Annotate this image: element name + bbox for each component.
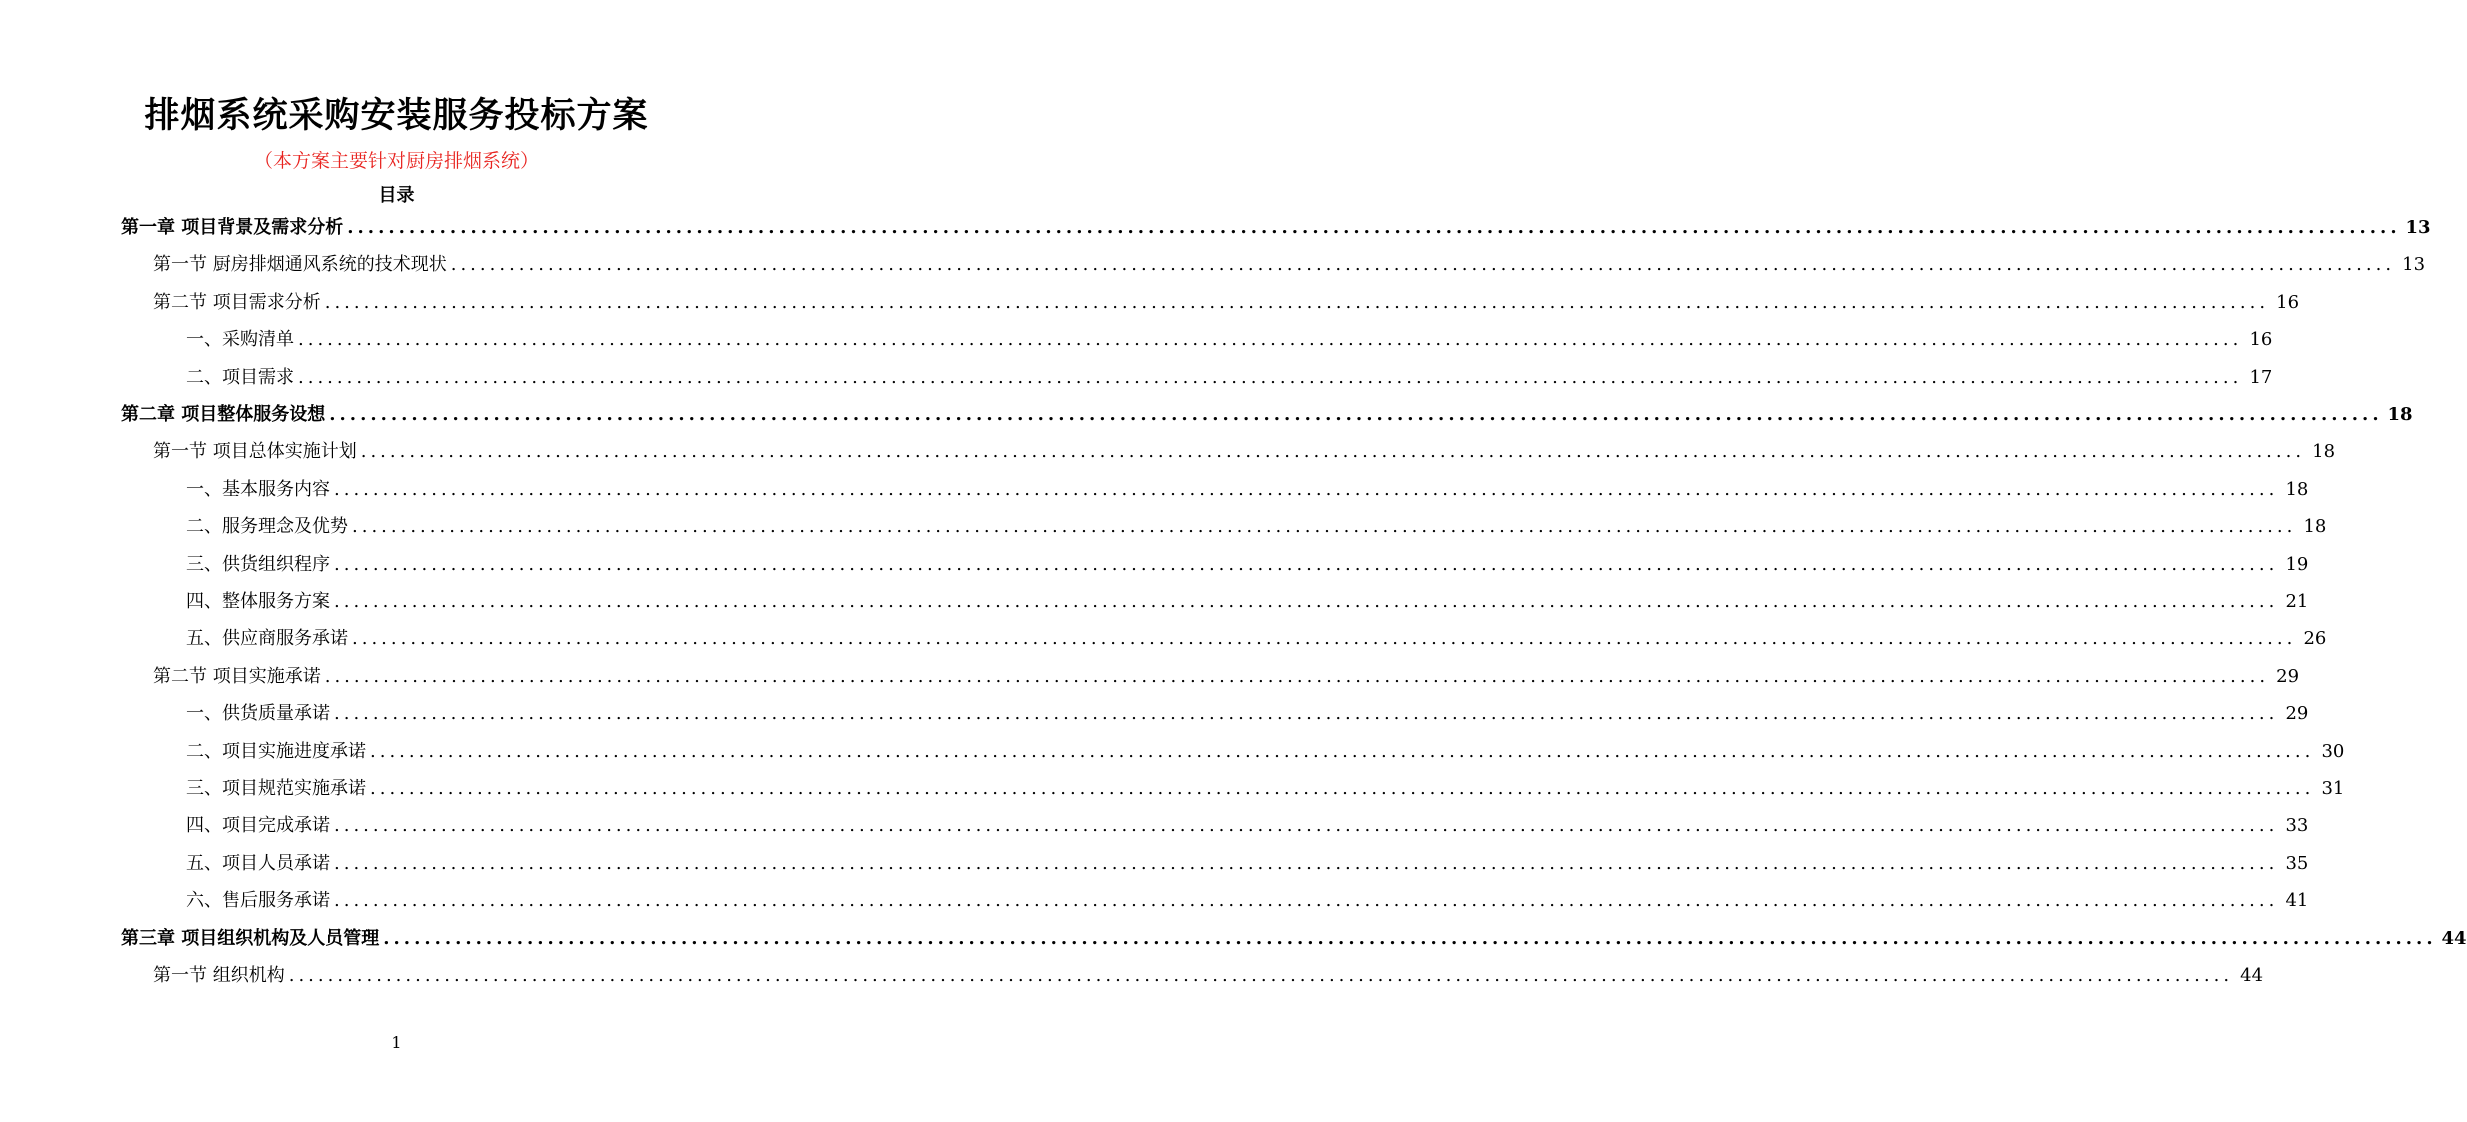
- toc-entry-page-number: 17: [2249, 366, 2273, 388]
- toc-entry-page-number: 30: [2321, 740, 2345, 762]
- toc-entry-label: 二、项目实施进度承诺: [186, 740, 366, 762]
- toc-entry-label: 第一章 项目背景及需求分析: [121, 217, 344, 238]
- toc-entry[interactable]: [153, 437, 2336, 471]
- toc-entry-label: 第一节 项目总体实施计划: [153, 441, 357, 463]
- toc-entry[interactable]: [186, 550, 2309, 584]
- toc-entry[interactable]: [186, 587, 2309, 621]
- toc-entry-page-number: 21: [2285, 591, 2309, 612]
- toc-entry[interactable]: [186, 774, 2345, 808]
- toc-entry[interactable]: [153, 961, 2264, 995]
- toc-entry[interactable]: [186, 737, 2345, 771]
- toc-entry[interactable]: [186, 886, 2309, 920]
- toc-dot-leader: ........................................................................................................................................................................................................: [347, 217, 2401, 238]
- toc-entry[interactable]: [121, 400, 2413, 434]
- toc-dot-leader: ........................................................................................................................................................................................................: [334, 815, 2279, 837]
- toc-entry-page-number: 44: [2441, 927, 2467, 949]
- toc-entry-label: 五、供应商服务承诺: [186, 628, 348, 650]
- toc-entry-page-number: 29: [2276, 665, 2300, 687]
- toc-dot-leader: ........................................................................................................................................................................................................: [334, 553, 2279, 575]
- toc-entry[interactable]: [186, 475, 2309, 509]
- toc-dot-leader: ........................................................................................................................................................................................................: [298, 329, 2243, 351]
- toc-entry-label: 一、采购清单: [186, 329, 294, 351]
- toc-dot-leader: ........................................................................................................................................................................................................: [450, 254, 2396, 276]
- toc-entry-page-number: 29: [2285, 703, 2309, 725]
- toc-entry-page-number: 18: [2312, 441, 2336, 463]
- toc-entry[interactable]: [121, 924, 2467, 958]
- toc-dot-leader: ........................................................................................................................................................................................................: [324, 291, 2270, 313]
- document-subtitle: （本方案主要针对厨房排烟系统）: [253, 150, 539, 172]
- toc-entry-page-number: 31: [2321, 778, 2345, 799]
- toc-entry[interactable]: [186, 699, 2309, 733]
- toc-entry-label: 二、服务理念及优势: [186, 516, 348, 538]
- toc-dot-leader: ........................................................................................................................................................................................................: [334, 890, 2279, 912]
- toc-entry[interactable]: [186, 811, 2309, 845]
- toc-dot-leader: ........................................................................................................................................................................................................: [329, 404, 2383, 425]
- toc-entry[interactable]: [153, 288, 2300, 322]
- toc-entry-label: 第二节 项目需求分析: [153, 291, 321, 313]
- toc-heading: 目录: [378, 185, 415, 206]
- page-number: 1: [391, 1033, 402, 1052]
- toc-entry[interactable]: [186, 624, 2327, 658]
- toc-entry-page-number: 44: [2240, 965, 2264, 986]
- toc-entry-page-number: 35: [2285, 852, 2309, 874]
- toc-entry-page-number: 18: [2303, 516, 2327, 538]
- toc-entry-label: 第三章 项目组织机构及人员管理: [121, 927, 380, 949]
- toc-dot-leader: ........................................................................................................................................................................................................: [298, 366, 2243, 388]
- toc-dot-leader: ........................................................................................................................................................................................................: [360, 441, 2306, 463]
- toc-dot-leader: ........................................................................................................................................................................................................: [352, 516, 2297, 538]
- toc-entry-page-number: 26: [2303, 628, 2327, 650]
- toc-dot-leader: ........................................................................................................................................................................................................: [383, 927, 2437, 949]
- toc-entry-page-number: 16: [2249, 329, 2273, 351]
- toc-entry-label: 四、项目完成承诺: [186, 815, 330, 837]
- toc-entry[interactable]: [153, 250, 2426, 284]
- toc-entry-page-number: 18: [2387, 404, 2413, 425]
- toc-entry-label: 第一节 厨房排烟通风系统的技术现状: [153, 254, 447, 276]
- toc-entry-page-number: 33: [2285, 815, 2309, 837]
- toc-dot-leader: ........................................................................................................................................................................................................: [352, 628, 2297, 650]
- toc-entry[interactable]: [186, 512, 2327, 546]
- toc-entry-page-number: 41: [2285, 890, 2309, 912]
- toc-dot-leader: ........................................................................................................................................................................................................: [370, 740, 2315, 762]
- toc-entry-label: 一、供货质量承诺: [186, 703, 330, 725]
- toc-entry[interactable]: [186, 363, 2273, 397]
- toc-entry-page-number: 16: [2276, 291, 2300, 313]
- toc-dot-leader: ........................................................................................................................................................................................................: [334, 478, 2279, 500]
- toc-entry[interactable]: [121, 213, 2431, 247]
- toc-entry-label: 一、基本服务内容: [186, 478, 330, 500]
- toc-entry-label: 三、供货组织程序: [186, 553, 330, 575]
- toc-entry-label: 第二章 项目整体服务设想: [121, 404, 326, 425]
- toc-entry-label: 六、售后服务承诺: [186, 890, 330, 912]
- toc-entry-label: 二、项目需求: [186, 366, 294, 388]
- toc-entry-label: 四、整体服务方案: [186, 591, 330, 612]
- toc-entry-label: 第一节 组织机构: [153, 965, 285, 986]
- toc-dot-leader: ........................................................................................................................................................................................................: [288, 965, 2234, 986]
- toc-dot-leader: ........................................................................................................................................................................................................: [334, 703, 2279, 725]
- toc-dot-leader: ........................................................................................................................................................................................................: [334, 591, 2279, 612]
- toc-entry-page-number: 13: [2402, 254, 2426, 276]
- toc-entry[interactable]: [153, 662, 2300, 696]
- toc-entry-page-number: 19: [2285, 553, 2309, 575]
- toc-entry-page-number: 18: [2285, 478, 2309, 500]
- toc-entry-label: 第二节 项目实施承诺: [153, 665, 321, 687]
- document-title: 排烟系统采购安装服务投标方案: [144, 96, 649, 136]
- toc-entry[interactable]: [186, 325, 2273, 359]
- toc-entry[interactable]: [186, 849, 2309, 883]
- toc-dot-leader: ........................................................................................................................................................................................................: [370, 778, 2315, 799]
- toc-entry-label: 五、项目人员承诺: [186, 852, 330, 874]
- toc-entry-label: 三、项目规范实施承诺: [186, 778, 366, 799]
- toc-dot-leader: ........................................................................................................................................................................................................: [324, 665, 2270, 687]
- toc-entry-page-number: 13: [2405, 217, 2431, 238]
- toc-dot-leader: ........................................................................................................................................................................................................: [334, 852, 2279, 874]
